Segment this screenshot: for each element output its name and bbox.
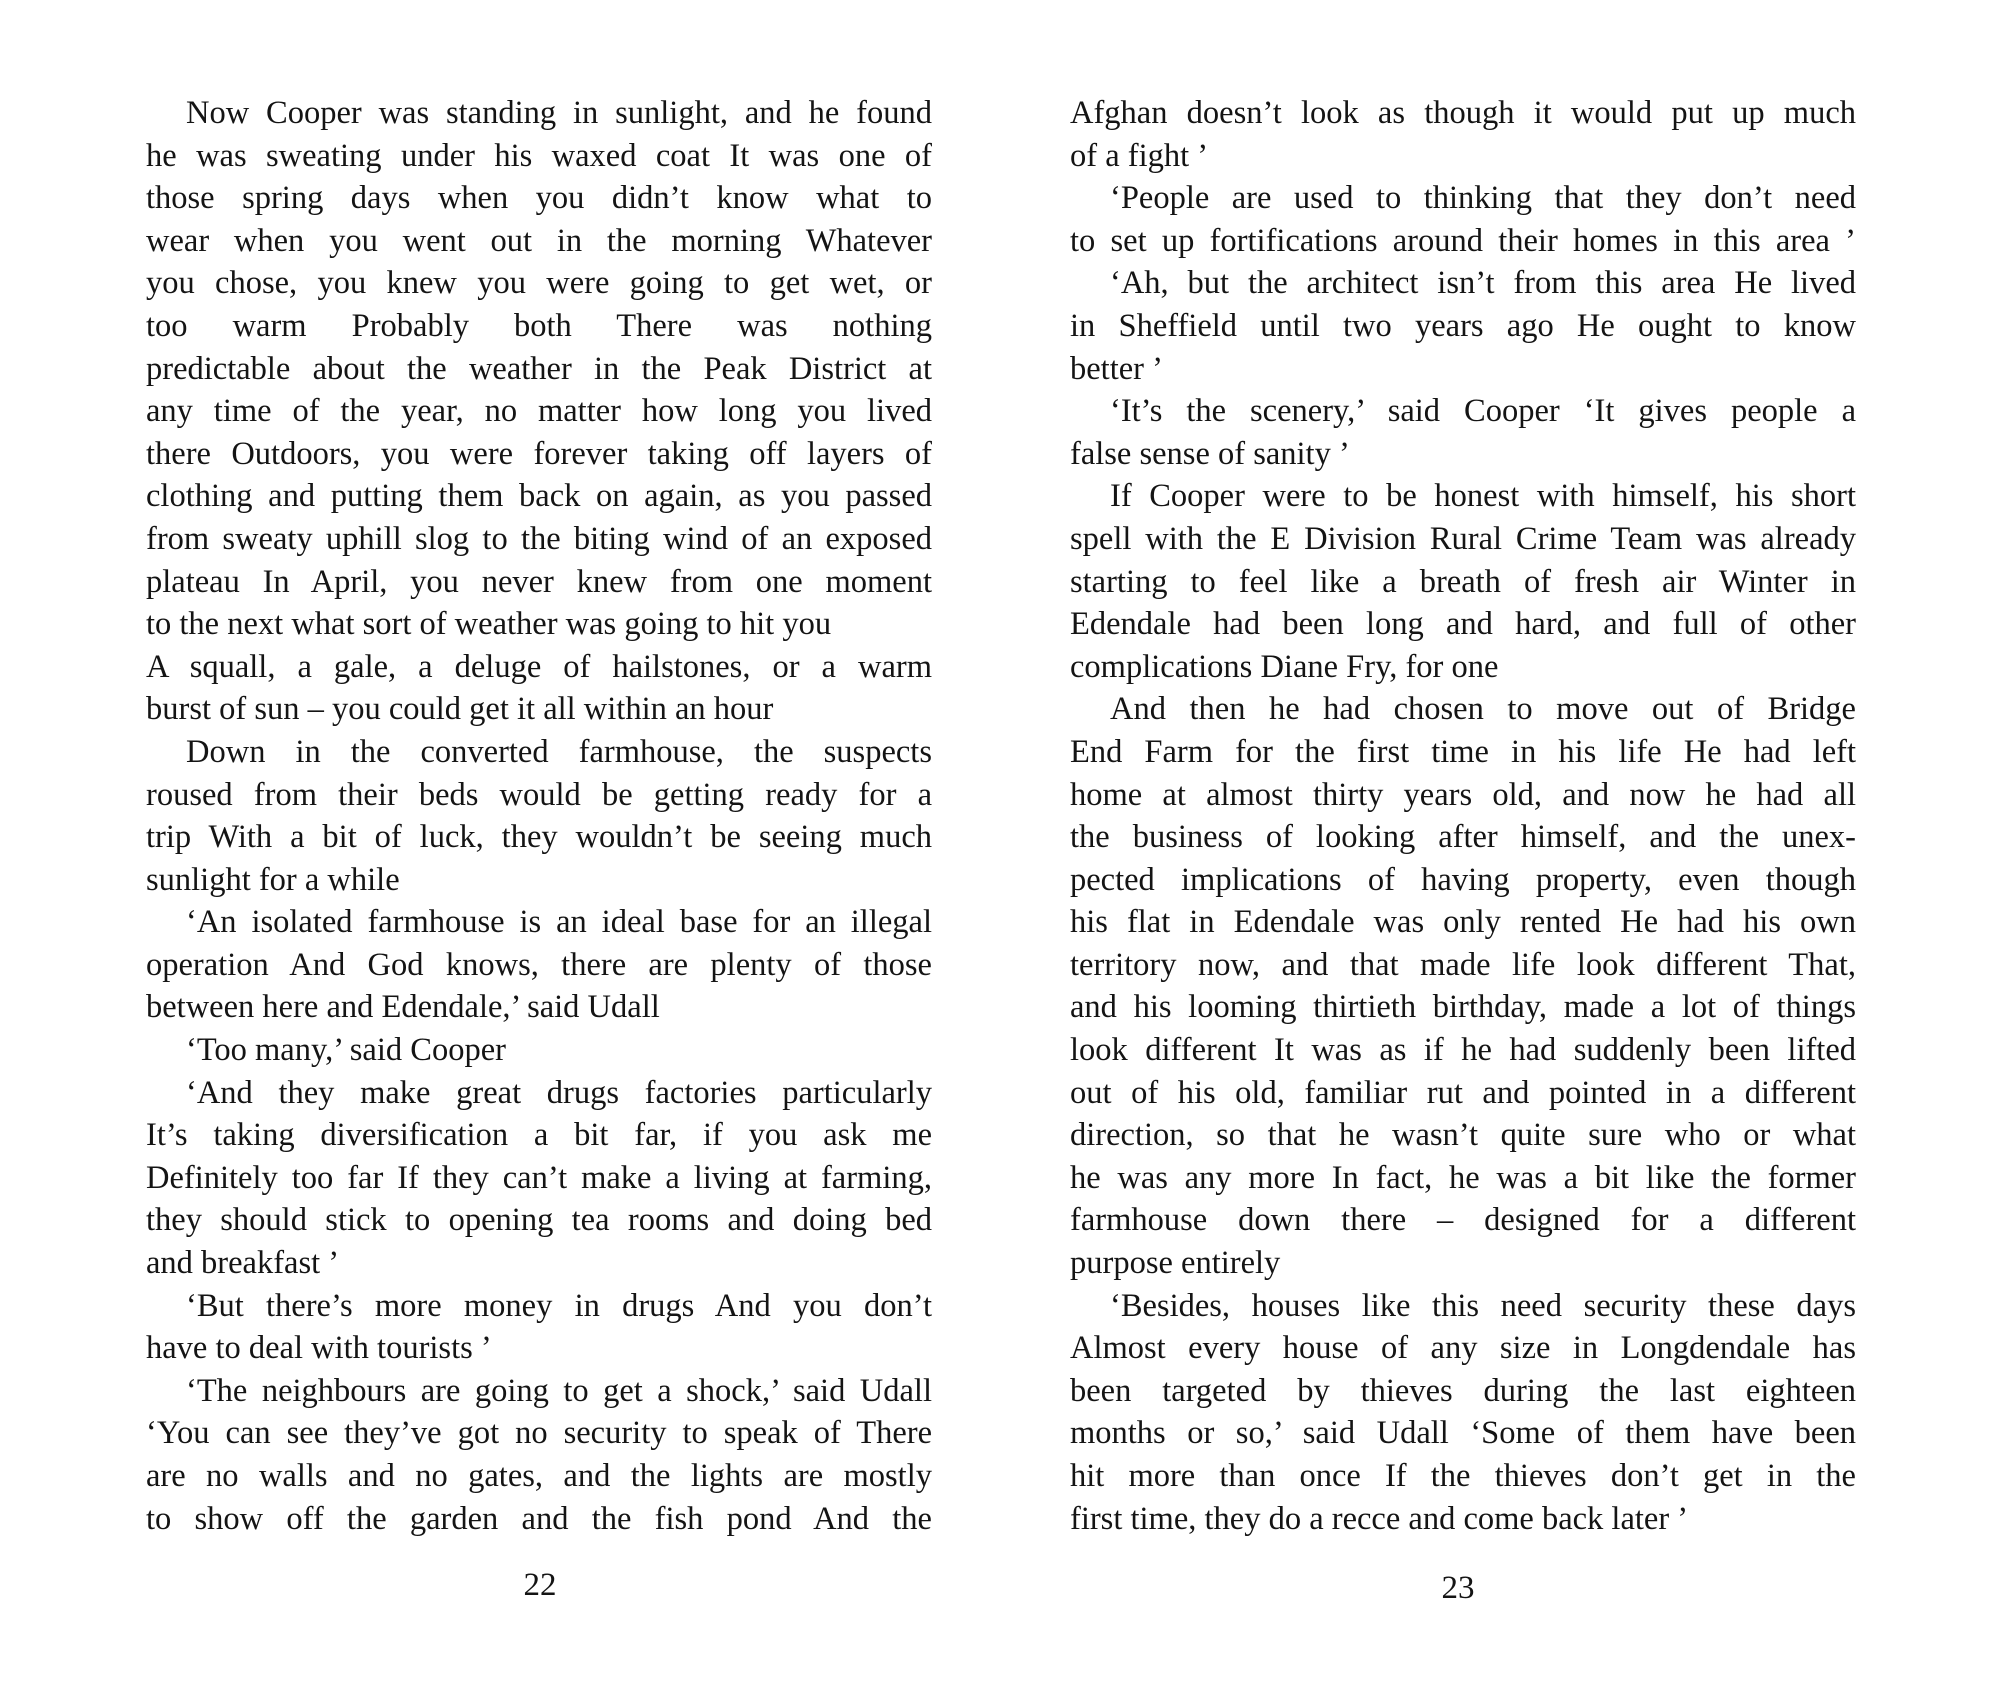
text-line: any time of the year, no matter how long you lived (146, 393, 932, 430)
text-line: to set up fortifications around their homes in this area ’ (1070, 222, 1856, 259)
text-line: his flat in Edendale was only rented He had his own (1070, 904, 1856, 941)
text-line: and breakfast ’ (146, 1245, 340, 1282)
text-line: A squall, a gale, a deluge of hailstones, or a warm (146, 648, 932, 685)
text-line: he was any more In fact, he was a bit like the former (1070, 1159, 1856, 1196)
text-line: from sweaty uphill slog to the biting wind of an exposed (146, 520, 932, 557)
text-line: ‘People are used to thinking that they don’t need (1110, 180, 1856, 217)
text-line: Edendale had been long and hard, and full of other (1070, 606, 1856, 643)
text-line: ‘An isolated farmhouse is an ideal base for an illegal (186, 904, 932, 941)
text-line: are no walls and no gates, and the lights are mostly (146, 1458, 932, 1494)
text-line: plateau In April, you never knew from one moment (146, 563, 932, 600)
text-line: to the next what sort of weather was going to hit you (146, 606, 832, 643)
text-line: hit more than once If the thieves don’t get in the (1070, 1458, 1856, 1494)
left-page-number: 22 (523, 1567, 557, 1603)
text-line: and his looming thirtieth birthday, made a lot of things (1070, 989, 1856, 1026)
text-line: purpose entirely (1070, 1245, 1281, 1282)
text-line: he was sweating under his waxed coat It was one of (146, 137, 932, 174)
text-line: ‘The neighbours are going to get a shock,’ said Udall (186, 1372, 932, 1409)
text-line: to show off the garden and the fish pond And the (146, 1500, 932, 1537)
text-line: ‘And they make great drugs factories particularly (186, 1074, 932, 1111)
text-line: pected implications of having property, even though (1070, 861, 1856, 898)
text-line: trip With a bit of luck, they wouldn’t be seeing much (146, 819, 932, 856)
text-line: better ’ (1070, 350, 1163, 387)
text-line: in Sheffield until two years ago He ought to know (1070, 307, 1856, 344)
text-line: the business of looking after himself, and the unex- (1070, 819, 1856, 856)
text-line: ‘But there’s more money in drugs And you don’t (186, 1287, 932, 1324)
text-line: ‘You can see they’ve got no security to speak of There (146, 1415, 932, 1452)
text-line: sunlight for a while (146, 861, 400, 898)
text-line: between here and Edendale,’ said Udall (146, 989, 660, 1026)
text-line: those spring days when you didn’t know what to (146, 180, 932, 217)
text-line: And then he had chosen to move out of Bridge (1110, 691, 1856, 728)
text-line: predictable about the weather in the Peak District at (146, 350, 932, 387)
text-line: operation And God knows, there are plenty of those (146, 946, 932, 983)
text-line: territory now, and that made life look different That, (1070, 946, 1856, 983)
text-line: Almost every house of any size in Longdendale has (1070, 1330, 1856, 1367)
text-line: ‘It’s the scenery,’ said Cooper ‘It gives people a (1110, 393, 1856, 430)
text-line: ‘Ah, but the architect isn’t from this area He lived (1110, 265, 1856, 302)
text-line: home at almost thirty years old, and now he had all (1070, 776, 1856, 813)
text-line: out of his old, familiar rut and pointed in a different (1070, 1074, 1856, 1111)
text-line: months or so,’ said Udall ‘Some of them have been (1070, 1415, 1856, 1452)
text-line: look different It was as if he had suddenly been lifted (1070, 1032, 1856, 1069)
text-line: complications Diane Fry, for one (1070, 648, 1499, 685)
text-line: ‘Too many,’ said Cooper (186, 1032, 506, 1069)
right-page-text (1070, 92, 1856, 1540)
text-line: farmhouse down there – designed for a different (1070, 1202, 1856, 1239)
text-line: If Cooper were to be honest with himself, his short (1110, 478, 1856, 515)
text-line: clothing and putting them back on again, as you passed (146, 478, 932, 515)
text-line: burst of sun – you could get it all within an hour (146, 691, 774, 728)
text-line: ‘Besides, houses like this need security these days (1110, 1287, 1856, 1324)
text-line: direction, so that he wasn’t quite sure who or what (1070, 1117, 1856, 1154)
text-line: of a fight ’ (1070, 137, 1209, 174)
text-line: you chose, you knew you were going to get wet, or (146, 265, 932, 302)
text-line: End Farm for the first time in his life He had left (1070, 733, 1856, 770)
text-line: Now Cooper was standing in sunlight, and he found (186, 95, 932, 131)
text-line: first time, they do a recce and come back later ’ (1070, 1500, 1689, 1537)
text-line: starting to feel like a breath of fresh air Winter in (1070, 563, 1856, 600)
text-line: Definitely too far If they can’t make a living at farming, (146, 1159, 932, 1196)
text-line: false sense of sanity ’ (1070, 435, 1350, 472)
text-line: Down in the converted farmhouse, the suspects (186, 733, 932, 770)
left-page-text (146, 92, 932, 1540)
text-line: been targeted by thieves during the last eighteen (1070, 1372, 1856, 1409)
text-line: wear when you went out in the morning Whatever (146, 222, 932, 259)
text-line: Afghan doesn’t look as though it would put up much (1070, 95, 1856, 131)
text-line: roused from their beds would be getting ready for a (146, 776, 932, 813)
text-line: have to deal with tourists ’ (146, 1330, 492, 1367)
text-line: spell with the E Division Rural Crime Team was already (1070, 520, 1856, 557)
text-line: It’s taking diversification a bit far, if you ask me (146, 1117, 932, 1154)
text-line: too warm Probably both There was nothing (146, 307, 932, 344)
text-line: there Outdoors, you were forever taking off layers of (146, 435, 932, 472)
right-page-number: 23 (1441, 1570, 1475, 1606)
text-line: they should stick to opening tea rooms and doing bed (146, 1202, 932, 1239)
